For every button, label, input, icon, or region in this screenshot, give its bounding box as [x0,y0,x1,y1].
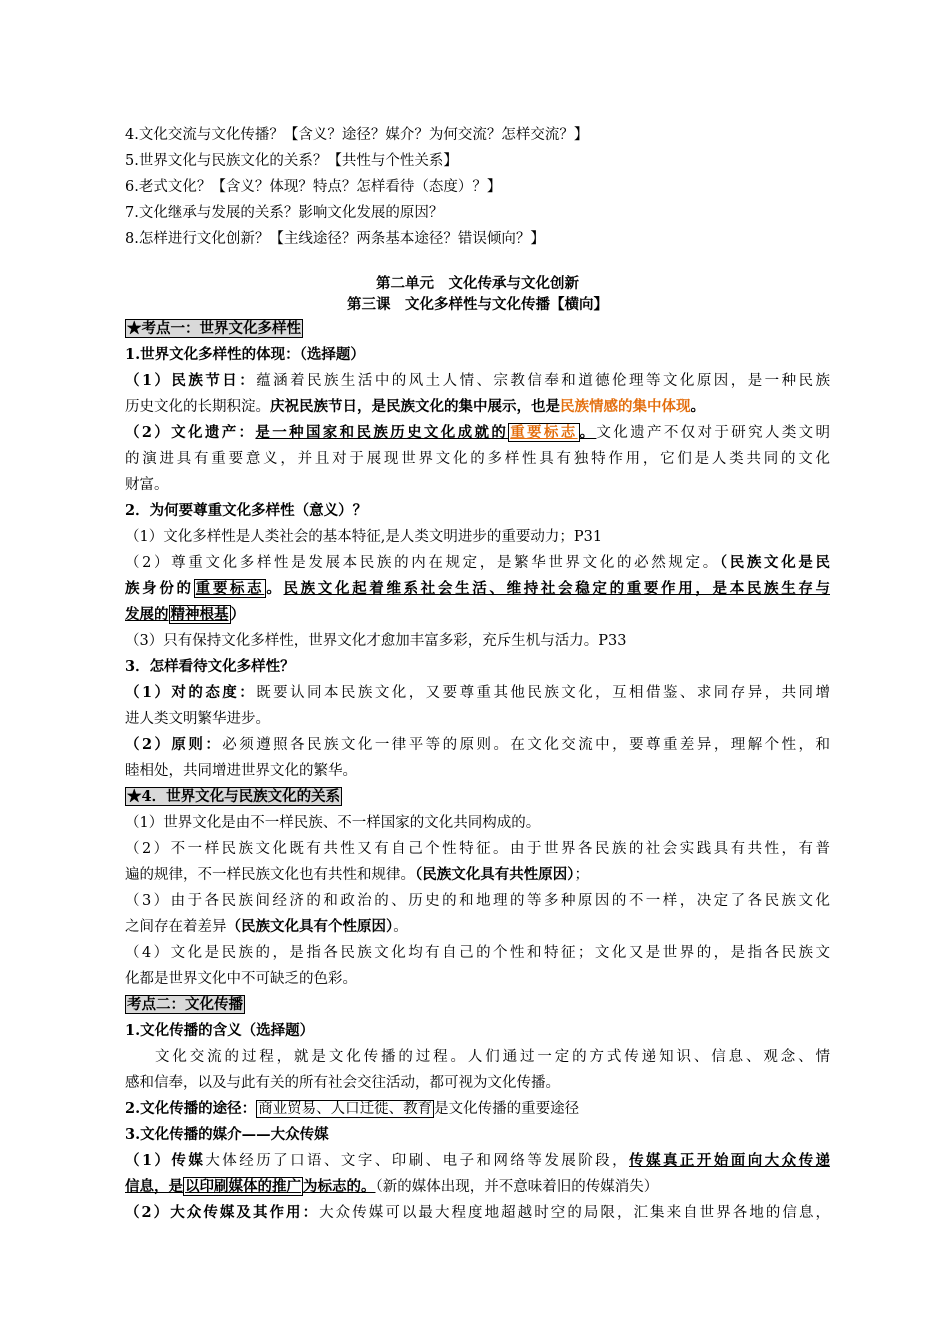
body-text: 。 [393,919,408,935]
paragraph-line [125,394,830,420]
paragraph-line [125,368,830,394]
section-heading [125,992,830,1018]
body-text: 既要认同本民族文化，又要尊重其他民族文化，互相借鉴、求同存异，共同增 [256,685,830,701]
question-heading: 2．为何要尊重文化多样性（意义）？ [125,502,368,519]
bold-text: （民族文化具有共性原因） [415,866,575,883]
intro-item: 5.世界文化与民族文化的关系？【共性与个性关系】 [125,153,458,169]
item-label: （2）文化遗产： [125,424,256,441]
key-point-4-heading: ★4．世界文化与民族文化的关系 [127,788,341,805]
paragraph-line [125,1148,830,1174]
intro-list [125,122,830,252]
paragraph-line: 的演进具有重要意义，并且对于展现世界文化的多样性具有独特作用，它们是人类共同的文化 [125,451,830,467]
paragraph-line: 财富。 [125,477,169,493]
section-heading [125,316,830,342]
paragraph-line: （1）世界文化是由不一样民族、不一样国家的文化共同构成的。 [125,815,541,831]
question-heading: 1.文化传播的含义（选择题） [125,1022,315,1039]
item-label: （2）大众传媒及其作用： [125,1204,320,1221]
item-label: （1）民族节日： [125,372,257,389]
body-text: 是文化传播的重要途径 [434,1101,580,1117]
underlined-text: 发展的 [125,606,169,623]
paragraph-line [125,1200,830,1226]
question-heading: 3.文化传播的媒介——大众传媒 [125,1126,329,1143]
body-text: 文化遗产不仅对于研究人类文明 [596,425,830,441]
paragraph-line: （3）由于各民族间经济的和政治的、历史的和地理的等多种原因的不一样，决定了各民族文化 [125,893,830,909]
question-heading: 1.世界文化多样性的体现：（选择题） [125,346,365,363]
bold-text: 。 [690,398,705,415]
paragraph-line [125,576,830,602]
body-text: （新的媒体出现，并不意味着旧的传媒消失） [375,1179,659,1195]
section-heading [125,784,830,810]
key-point-2-heading: 考点二：文化传播 [127,996,243,1013]
underlined-text: 民族文化起着维系社会生活、维持社会稳定的重要作用，是本民族生存与 [283,580,830,597]
paragraph-line: 睦相处，共同增进世界文化的繁华。 [125,763,357,779]
bold-text: （民族文化是民 [719,554,830,571]
underlined-text: 是一种国家和民族历史文化成就的 [255,424,509,441]
paragraph-line: （2）不一样民族文化既有共性又有自己个性特征。由于世界各民族的社会实践具有共性，有普 [125,841,830,857]
paragraph-line: 进人类文明繁华进步。 [125,711,270,727]
bold-text: 庆祝民族节日，是民族文化的集中展示，也是 [270,398,560,415]
paragraph-line [125,862,830,888]
boxed-text: 精神根基 [170,606,229,623]
boxed-highlight: 重要标志 [510,424,578,441]
intro-item: 4.文化交流与文化传播？【含义？途径？媒介？为何交流？怎样交流？】 [125,127,589,143]
boxed-text: 以印刷媒体的推广 [185,1178,301,1195]
item-label: （1）传媒 [125,1152,206,1169]
paragraph-line [125,1174,830,1200]
paragraph-line [125,732,830,758]
body-text: 之间存在着差异 [125,919,227,935]
paragraph-line [125,1096,830,1122]
paragraph-line [125,914,830,940]
paragraph-line: （4）文化是民族的，是指各民族文化均有自己的个性和特征；文化又是世界的，是指各民族文 [125,945,830,961]
boxed-text: 商业贸易、人口迁徙、教育 [258,1101,433,1117]
lesson-title: 第三课 文化多样性与文化传播【横向】 [347,296,608,313]
question-heading: 3．怎样看待文化多样性？ [125,658,295,675]
body-text: 大体经历了口语、文字、印刷、电子和网络等发展阶段， [205,1153,630,1169]
underlined-text: 传媒真正开始面向大众传递 [629,1152,830,1169]
boxed-text: 重要标志 [195,580,265,597]
item-label: （2）原则： [125,736,223,753]
key-point-1-heading: ★考点一：世界文化多样性 [127,320,301,337]
paragraph-line: （3）只有保持文化多样性，世界文化才愈加丰富多彩，充斥生机与活力。P33 [125,633,627,649]
paragraph-line: （1）文化多样性是人类社会的基本特征,是人类文明进步的重要动力；P31 [125,529,603,545]
underlined-text: 信息，是 [125,1178,183,1195]
paragraph-line [125,550,830,576]
paragraph-line [125,420,830,446]
bold-text: 族身份的 [125,580,194,597]
underlined-text: 。 [579,424,597,441]
body-text: 蕴涵着民族生活中的风土人情、宗教信奉和道德伦理等文化原因，是一种民族 [256,373,830,389]
bold-text: （民族文化具有个性原因） [226,918,394,935]
paragraph-line [125,602,830,628]
body-text: 遍的规律，不一样民族文化也有共性和规律。 [125,867,415,883]
paragraph-line: 化都是世界文化中不可缺乏的色彩。 [125,971,357,987]
paragraph-line [125,680,830,706]
unit-title: 第二单元 文化传承与文化创新 [376,275,579,292]
underlined-text: 为标志的。 [303,1178,376,1195]
document-page [125,122,830,1226]
highlight-text: 民族情感的集中体现 [560,398,691,415]
body-text: （2）尊重文化多样性是发展本民族的内在规定，是繁华世界文化的必然规定。 [125,555,720,571]
bold-text: 。 [266,580,284,597]
bold-text: ） [230,606,245,623]
intro-item: 8.怎样进行文化创新？【主线途径？两条基本途径？错误倾向？】 [125,231,545,247]
question-heading: 2.文化传播的途径： [125,1100,257,1117]
paragraph-line: 文化交流的过程，就是文化传播的过程。人们通过一定的方式传递知识、信息、观念、情 [155,1049,830,1065]
body-text: 大众传媒可以最大程度地超越时空的局限，汇集来自世界各地的信息， [319,1205,830,1221]
body-text: ； [574,867,589,883]
intro-item: 6.老式文化？【含义？体现？特点？怎样看待（态度）？】 [125,179,502,195]
intro-item: 7.文化继承与发展的关系？影响文化发展的原因？ [125,205,444,221]
body-text: 必须遵照各民族文化一律平等的原则。在文化交流中，要尊重差异，理解个性，和 [222,737,830,753]
paragraph-line: 感和信奉，以及与此有关的所有社会交往活动，都可视为文化传播。 [125,1075,560,1091]
item-label: （1）对的态度： [125,684,257,701]
body-text: 历史文化的长期积淀。 [125,399,270,415]
